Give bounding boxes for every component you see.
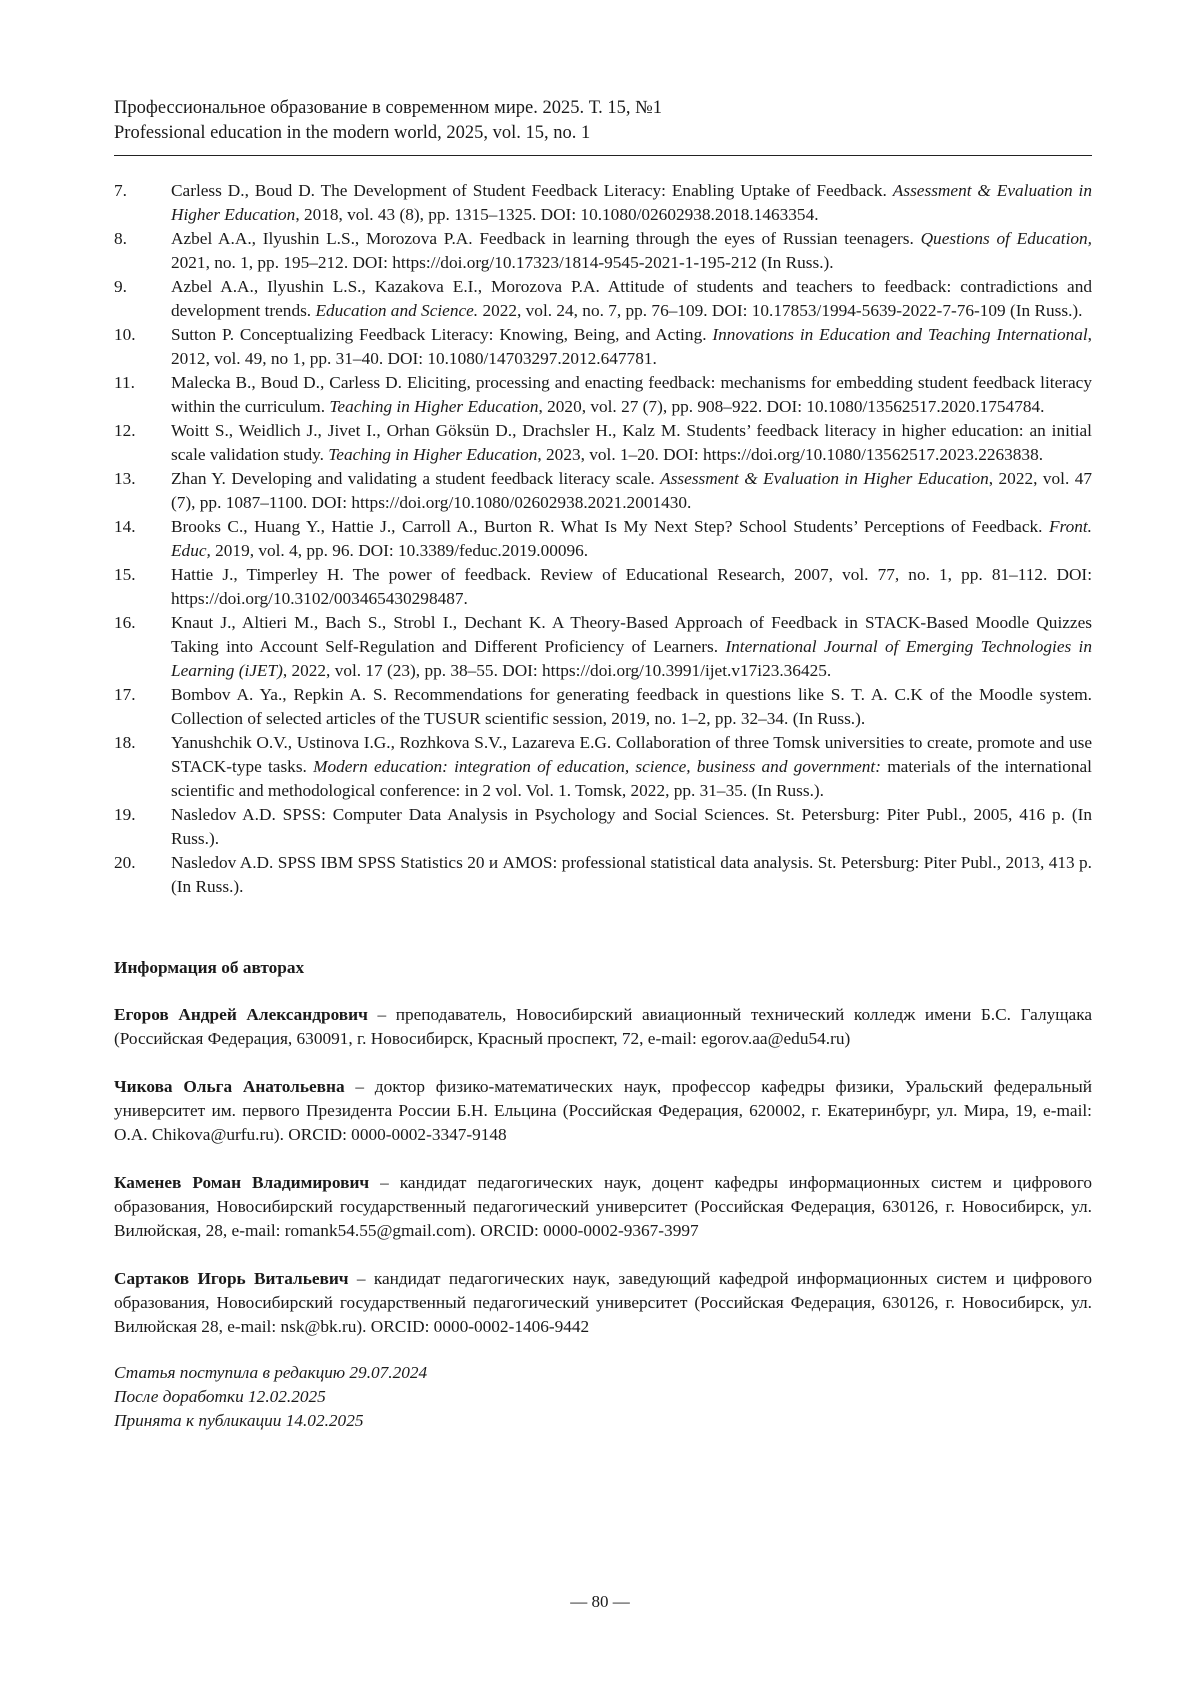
reference-item — [114, 683, 1092, 731]
author-name: Егоров Андрей Александрович — [114, 1005, 368, 1024]
reference-text: Sutton P. Conceptualizing Feedback Literacy: Knowing, Being, and Acting. — [171, 325, 712, 344]
author-name: Чикова Ольга Анатольевна — [114, 1077, 345, 1096]
author-entry — [114, 1171, 1092, 1243]
journal-header — [114, 96, 1092, 146]
author-entry — [114, 1003, 1092, 1051]
author-entry — [114, 1267, 1092, 1339]
reference-item — [114, 275, 1092, 323]
reference-text: Malecka B., Boud D., Carless D. Eliciting, processing and enacting feedback: mechanisms for embedding student feedback literacy within the curriculum. — [171, 373, 1092, 416]
reference-item — [114, 515, 1092, 563]
reference-text: Yanushchik O.V., Ustinova I.G., Rozhkova S.V., Lazareva E.G. Collaboration of three Tomsk universities to create, promote and use STACK-type tasks. — [171, 733, 1092, 776]
reference-item — [114, 803, 1092, 851]
author-entry — [114, 1075, 1092, 1147]
reference-number: 11. — [114, 371, 135, 395]
reference-number: 16. — [114, 611, 136, 635]
reference-source: Teaching in Higher Education — [329, 397, 538, 416]
article-dates — [114, 1361, 1092, 1433]
reference-item — [114, 419, 1092, 467]
author-details: – преподаватель, Новосибирский авиационный технический колледж имени Б.С. Галущака (Российская Федерация, 630091, г. Новосибирск, Красный проспект, 72, e-mail: egorov.aa@edu54.ru) — [114, 1005, 1092, 1048]
header-divider — [114, 155, 1092, 156]
reference-text: Woitt S., Weidlich J., Jivet I., Orhan Göksün D., Drachsler H., Kalz M. Students’ feedback literacy in higher education: an initial scale validation study. — [171, 421, 1092, 464]
reference-source: Teaching in Higher Education — [328, 445, 537, 464]
author-name: Сартаков Игорь Витальевич — [114, 1269, 349, 1288]
author-details: – кандидат педагогических наук, доцент кафедры информационных систем и цифрового образования, Новосибирский государственный педагогический университет (Российская Федерация, 630126, г. Новосибирск, ул. Вилюйская, 28, e-mail: romank54.55@gmail.com). ORCID: 0000-0002-9367-3997 — [114, 1173, 1092, 1240]
reference-item — [114, 563, 1092, 611]
reference-text: , 2022, vol. 47 (7), pp. 1087–1100. DOI: https://doi.org/10.1080/02602938.2021.2001430. — [171, 469, 1092, 512]
authors-heading: Информация об авторах — [114, 958, 1092, 978]
page — [114, 96, 1092, 1433]
reference-text: Hattie J., Timperley H. The power of feedback. Review of Educational Research, 2007, vol. 77, no. 1, pp. 81–112. DOI: https://doi.org/10.3102/003465430298487. — [171, 565, 1092, 608]
reference-item — [114, 467, 1092, 515]
reference-text: Bombov A. Ya., Repkin A. S. Recommendations for generating feedback in questions like S. T. A. C.K of the Moodle system. Collection of selected articles of the TUSUR scientific session, 2019, no. 1–2, pp. 32–34. (In Russ.). — [171, 685, 1092, 728]
reference-text: Nasledov A.D. SPSS IBM SPSS Statistics 20 и AMOS: professional statistical data analysis. St. Petersburg: Piter Publ., 2013, 413 p. (In Russ.). — [171, 853, 1092, 896]
reference-number: 10. — [114, 323, 136, 347]
reference-text: Azbel A.A., Ilyushin L.S., Kazakova E.I., Morozova P.A. Attitude of students and teachers to feedback: contradictions and development trends. — [171, 277, 1092, 320]
reference-text: , 2020, vol. 27 (7), pp. 908–922. DOI: 10.1080/13562517.2020.1754784. — [539, 397, 1045, 416]
reference-item — [114, 179, 1092, 227]
reference-number: 17. — [114, 683, 136, 707]
reference-number: 13. — [114, 467, 136, 491]
reference-item — [114, 851, 1092, 899]
reference-source: International Journal of Emerging Technologies in Learning (iJET) — [171, 637, 1092, 680]
reference-number: 8. — [114, 227, 127, 251]
reference-text: , 2023, vol. 1–20. DOI: https://doi.org/10.1080/13562517.2023.2263838. — [537, 445, 1043, 464]
reference-source: Modern education: integration of education, science, business and government: — [313, 757, 881, 776]
reference-number: 18. — [114, 731, 136, 755]
reference-source: Questions of Education, — [921, 229, 1092, 248]
reference-source: Education and Science. — [315, 301, 478, 320]
reference-number: 19. — [114, 803, 136, 827]
reference-text: Carless D., Boud D. The Development of Student Feedback Literacy: Enabling Uptake of Feedback. — [171, 181, 893, 200]
reference-text: 2019, vol. 4, pp. 96. DOI: 10.3389/feduc.2019.00096. — [211, 541, 588, 560]
reference-number: 7. — [114, 179, 127, 203]
reference-number: 20. — [114, 851, 136, 875]
reference-number: 14. — [114, 515, 136, 539]
reference-text: 2022, vol. 24, no. 7, pp. 76–109. DOI: 10.17853/1994-5639-2022-7-76-109 (In Russ.). — [478, 301, 1082, 320]
reference-item — [114, 323, 1092, 371]
reference-item — [114, 227, 1092, 275]
author-details: – доктор физико-математических наук, профессор кафедры физики, Уральский федеральный университет им. первого Президента России Б.Н. Ельцина (Российская Федерация, 620002, г. Екатеринбург, ул. Мира, 19, e-mail: O.A. Chikova@urfu.ru). ORCID: 0000-0002-3347-9148 — [114, 1077, 1092, 1144]
author-details: – кандидат педагогических наук, заведующий кафедрой информационных систем и цифрового образования, Новосибирский государственный педагогический университет (Российская Федерация, 630126, г. Новосибирск, ул. Вилюйская 28, e-mail: nsk@bk.ru). ORCID: 0000-0002-1406-9442 — [114, 1269, 1092, 1336]
reference-source: Innovations in Education and Teaching International — [712, 325, 1087, 344]
reference-text: , 2022, vol. 17 (23), pp. 38–55. DOI: https://doi.org/10.3991/ijet.v17i23.36425. — [283, 661, 831, 680]
journal-title-ru: Профессиональное образование в современном мире. 2025. Т. 15, №1 — [114, 96, 1092, 121]
reference-number: 12. — [114, 419, 136, 443]
reference-source: Assessment & Evaluation in Higher Education — [660, 469, 989, 488]
reference-item — [114, 371, 1092, 419]
reference-text: , 2012, vol. 49, no 1, pp. 31–40. DOI: 10.1080/14703297.2012.647781. — [171, 325, 1092, 368]
reference-number: 15. — [114, 563, 136, 587]
reference-item — [114, 731, 1092, 803]
reference-text: Brooks C., Huang Y., Hattie J., Carroll A., Burton R. What Is My Next Step? School Students’ Perceptions of Feedback. — [171, 517, 1049, 536]
author-list — [114, 1003, 1092, 1339]
page-number: — 80 — — [0, 1592, 1200, 1612]
reference-text: Knaut J., Altieri M., Bach S., Strobl I., Dechant K. A Theory-Based Approach of Feedback in STACK-Based Moodle Quizzes Taking into Account Self-Regulation and Different Proficiency of Learners. — [171, 613, 1092, 656]
reference-source: Front. Educ, — [171, 517, 1092, 560]
reference-text: materials of the international scientific and methodological conference: in 2 vol. Vol. 1. Tomsk, 2022, pp. 31–35. (In Russ.). — [171, 757, 1092, 800]
reference-text: , 2018, vol. 43 (8), pp. 1315–1325. DOI: 10.1080/02602938.2018.1463354. — [295, 205, 818, 224]
reference-text: Azbel A.A., Ilyushin L.S., Morozova P.A. Feedback in learning through the eyes of Russian teenagers. — [171, 229, 921, 248]
reference-source: Assessment & Evaluation in Higher Education — [171, 181, 1092, 224]
reference-list — [114, 179, 1092, 899]
reference-text: Zhan Y. Developing and validating a student feedback literacy scale. — [171, 469, 660, 488]
date-line: Статья поступила в редакцию 29.07.2024 — [114, 1361, 1092, 1385]
reference-text: 2021, no. 1, pp. 195–212. DOI: https://doi.org/10.17323/1814-9545-2021-1-195-212 (In Russ.). — [171, 253, 834, 272]
date-line: Принята к публикации 14.02.2025 — [114, 1409, 1092, 1433]
reference-text: Nasledov A.D. SPSS: Computer Data Analysis in Psychology and Social Sciences. St. Petersburg: Piter Publ., 2005, 416 p. (In Russ.). — [171, 805, 1092, 848]
reference-item — [114, 611, 1092, 683]
date-line: После доработки 12.02.2025 — [114, 1385, 1092, 1409]
author-name: Каменев Роман Владимирович — [114, 1173, 369, 1192]
reference-number: 9. — [114, 275, 127, 299]
journal-title-en: Professional education in the modern world, 2025, vol. 15, no. 1 — [114, 121, 1092, 146]
